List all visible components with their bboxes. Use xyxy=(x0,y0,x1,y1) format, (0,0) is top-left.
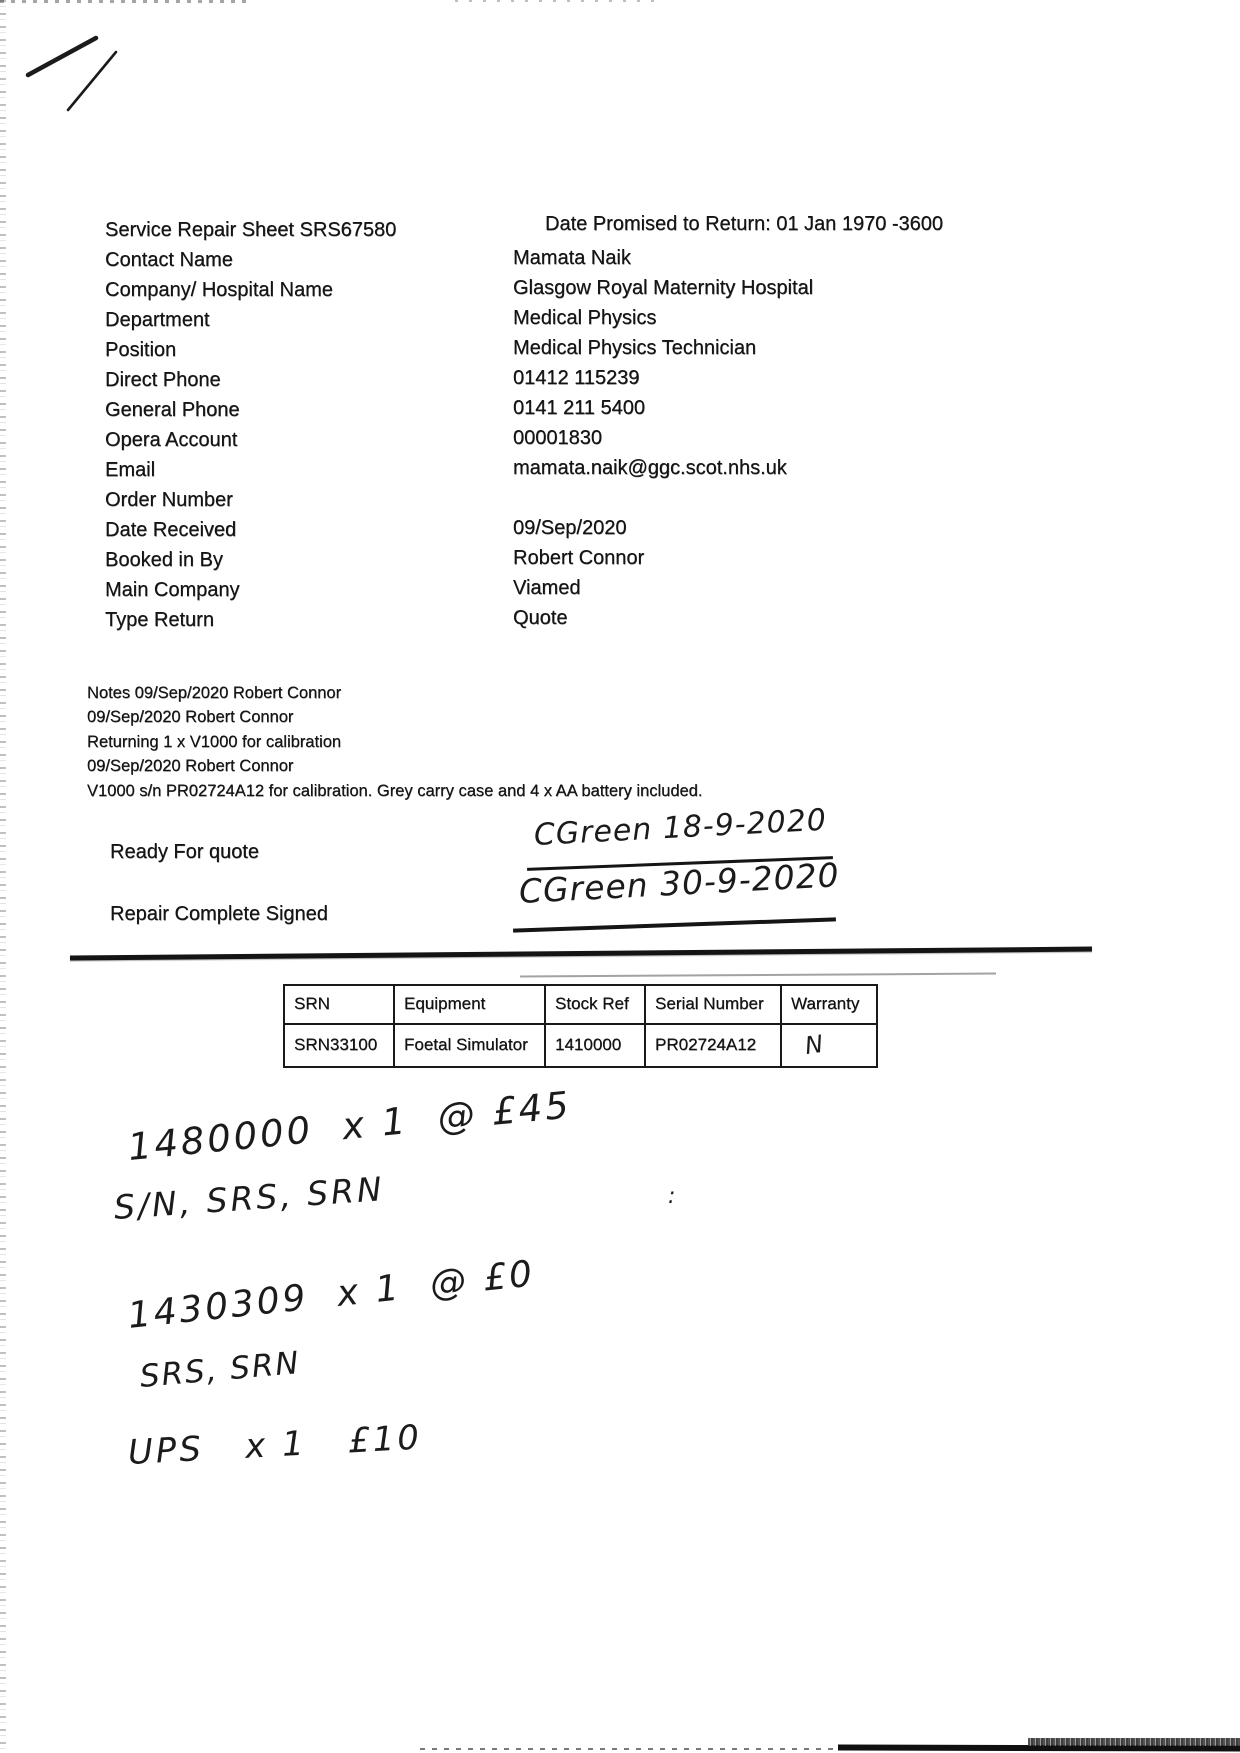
scan-noise-top-edge-2 xyxy=(455,0,655,2)
field-row-booked-in-by xyxy=(0,549,1240,579)
cell-srn: SRN33100 xyxy=(284,1024,394,1067)
notes-block xyxy=(87,681,702,803)
field-row-main-company xyxy=(0,579,1240,609)
field-label: Company/ Hospital Name xyxy=(105,279,333,301)
column-header-srn: SRN xyxy=(284,985,394,1024)
field-label: General Phone xyxy=(105,399,240,421)
field-row-company-hospital-name xyxy=(0,279,1240,309)
handwritten-quote-line-1: 1480000 x 1 @ £45 xyxy=(125,1083,574,1169)
handwritten-quote-line-5: UPS x 1 £10 xyxy=(126,1417,423,1473)
field-label: Main Company xyxy=(105,579,240,601)
field-label: Type Return xyxy=(105,609,214,631)
ready-for-quote-label: Ready For quote xyxy=(110,841,259,863)
field-row-opera-account xyxy=(0,429,1240,459)
equipment-table-header-row xyxy=(284,985,877,1024)
field-value: 09/Sep/2020 xyxy=(513,517,627,539)
field-value: 01412 115239 xyxy=(513,367,640,389)
handwritten-quote-line-2: S/N, SRS, SRN xyxy=(112,1169,386,1227)
field-label: Contact Name xyxy=(105,249,233,271)
field-row-date-received xyxy=(0,519,1240,549)
note-line: V1000 s/n PR02724A12 for calibration. Grey carry case and 4 x AA battery included. xyxy=(87,781,703,800)
field-row-email xyxy=(0,459,1240,489)
equipment-table-data-row xyxy=(284,1024,877,1067)
field-row-department xyxy=(0,309,1240,339)
field-value: Glasgow Royal Maternity Hospital xyxy=(513,277,814,299)
field-label: Date Received xyxy=(105,519,237,541)
field-label: Booked in By xyxy=(105,549,223,571)
field-row-contact-name xyxy=(0,249,1240,279)
cell-equipment: Foetal Simulator xyxy=(394,1024,545,1067)
field-label: Department xyxy=(105,309,210,331)
repair-complete-signature: CGreen 30-9-2020 xyxy=(517,855,841,911)
handwritten-warranty-mark: N xyxy=(803,1029,825,1061)
field-value: 00001830 xyxy=(513,427,602,449)
field-label: Order Number xyxy=(105,489,233,511)
field-value: Quote xyxy=(513,607,568,629)
field-label: Direct Phone xyxy=(105,369,221,391)
cell-warranty xyxy=(781,1024,877,1067)
title-row xyxy=(0,213,1240,249)
note-line: Returning 1 x V1000 for calibration xyxy=(87,732,342,751)
signature-underline xyxy=(513,917,836,932)
field-row-position xyxy=(0,339,1240,369)
page-title: Service Repair Sheet SRS67580 xyxy=(105,219,397,241)
ink-mark: : xyxy=(668,1184,676,1209)
handwritten-tick-mark xyxy=(18,28,128,120)
ready-for-quote-signature: CGreen 18-9-2020 xyxy=(533,802,828,853)
field-value: Mamata Naik xyxy=(513,247,631,269)
scan-artifact-line xyxy=(520,973,996,978)
column-header-serial-number: Serial Number xyxy=(645,985,781,1024)
field-value: mamata.naik@ggc.scot.nhs.uk xyxy=(513,457,787,479)
handwritten-quote-line-4: SRS, SRN xyxy=(138,1345,302,1395)
field-row-direct-phone xyxy=(0,369,1240,399)
field-label: Opera Account xyxy=(105,429,238,451)
column-header-equipment: Equipment xyxy=(394,985,545,1024)
field-value: Medical Physics Technician xyxy=(513,337,757,359)
header-field-block xyxy=(0,213,1240,639)
column-header-warranty: Warranty xyxy=(781,985,877,1024)
scan-artifact-bottom-dots xyxy=(420,1748,840,1750)
date-promised-to-return: Date Promised to Return: 01 Jan 1970 -3600 xyxy=(545,213,944,235)
note-line: 09/Sep/2020 Robert Connor xyxy=(87,708,294,727)
cell-stock-ref: 1410000 xyxy=(545,1024,645,1067)
field-value: 0141 211 5400 xyxy=(513,397,645,419)
field-value: Medical Physics xyxy=(513,307,657,329)
note-line: 09/Sep/2020 Robert Connor xyxy=(87,757,294,776)
field-label: Position xyxy=(105,339,177,361)
horizontal-rule xyxy=(70,947,1092,961)
field-value: Robert Connor xyxy=(513,547,645,569)
cell-serial-number: PR02724A12 xyxy=(645,1024,781,1067)
equipment-table xyxy=(283,984,878,1068)
repair-complete-signed-label: Repair Complete Signed xyxy=(110,903,328,925)
field-label: Email xyxy=(105,459,156,481)
column-header-stock-ref: Stock Ref xyxy=(545,985,645,1024)
handwritten-quote-line-3: 1430309 x 1 @ £0 xyxy=(125,1253,537,1337)
field-row-order-number xyxy=(0,489,1240,519)
scan-artifact-bottom-texture xyxy=(1028,1738,1240,1746)
scan-noise-top-edge xyxy=(0,0,250,3)
note-line: Notes 09/Sep/2020 Robert Connor xyxy=(87,684,342,702)
field-value: Viamed xyxy=(513,577,581,599)
field-row-type-return xyxy=(0,609,1240,639)
field-row-general-phone xyxy=(0,399,1240,429)
